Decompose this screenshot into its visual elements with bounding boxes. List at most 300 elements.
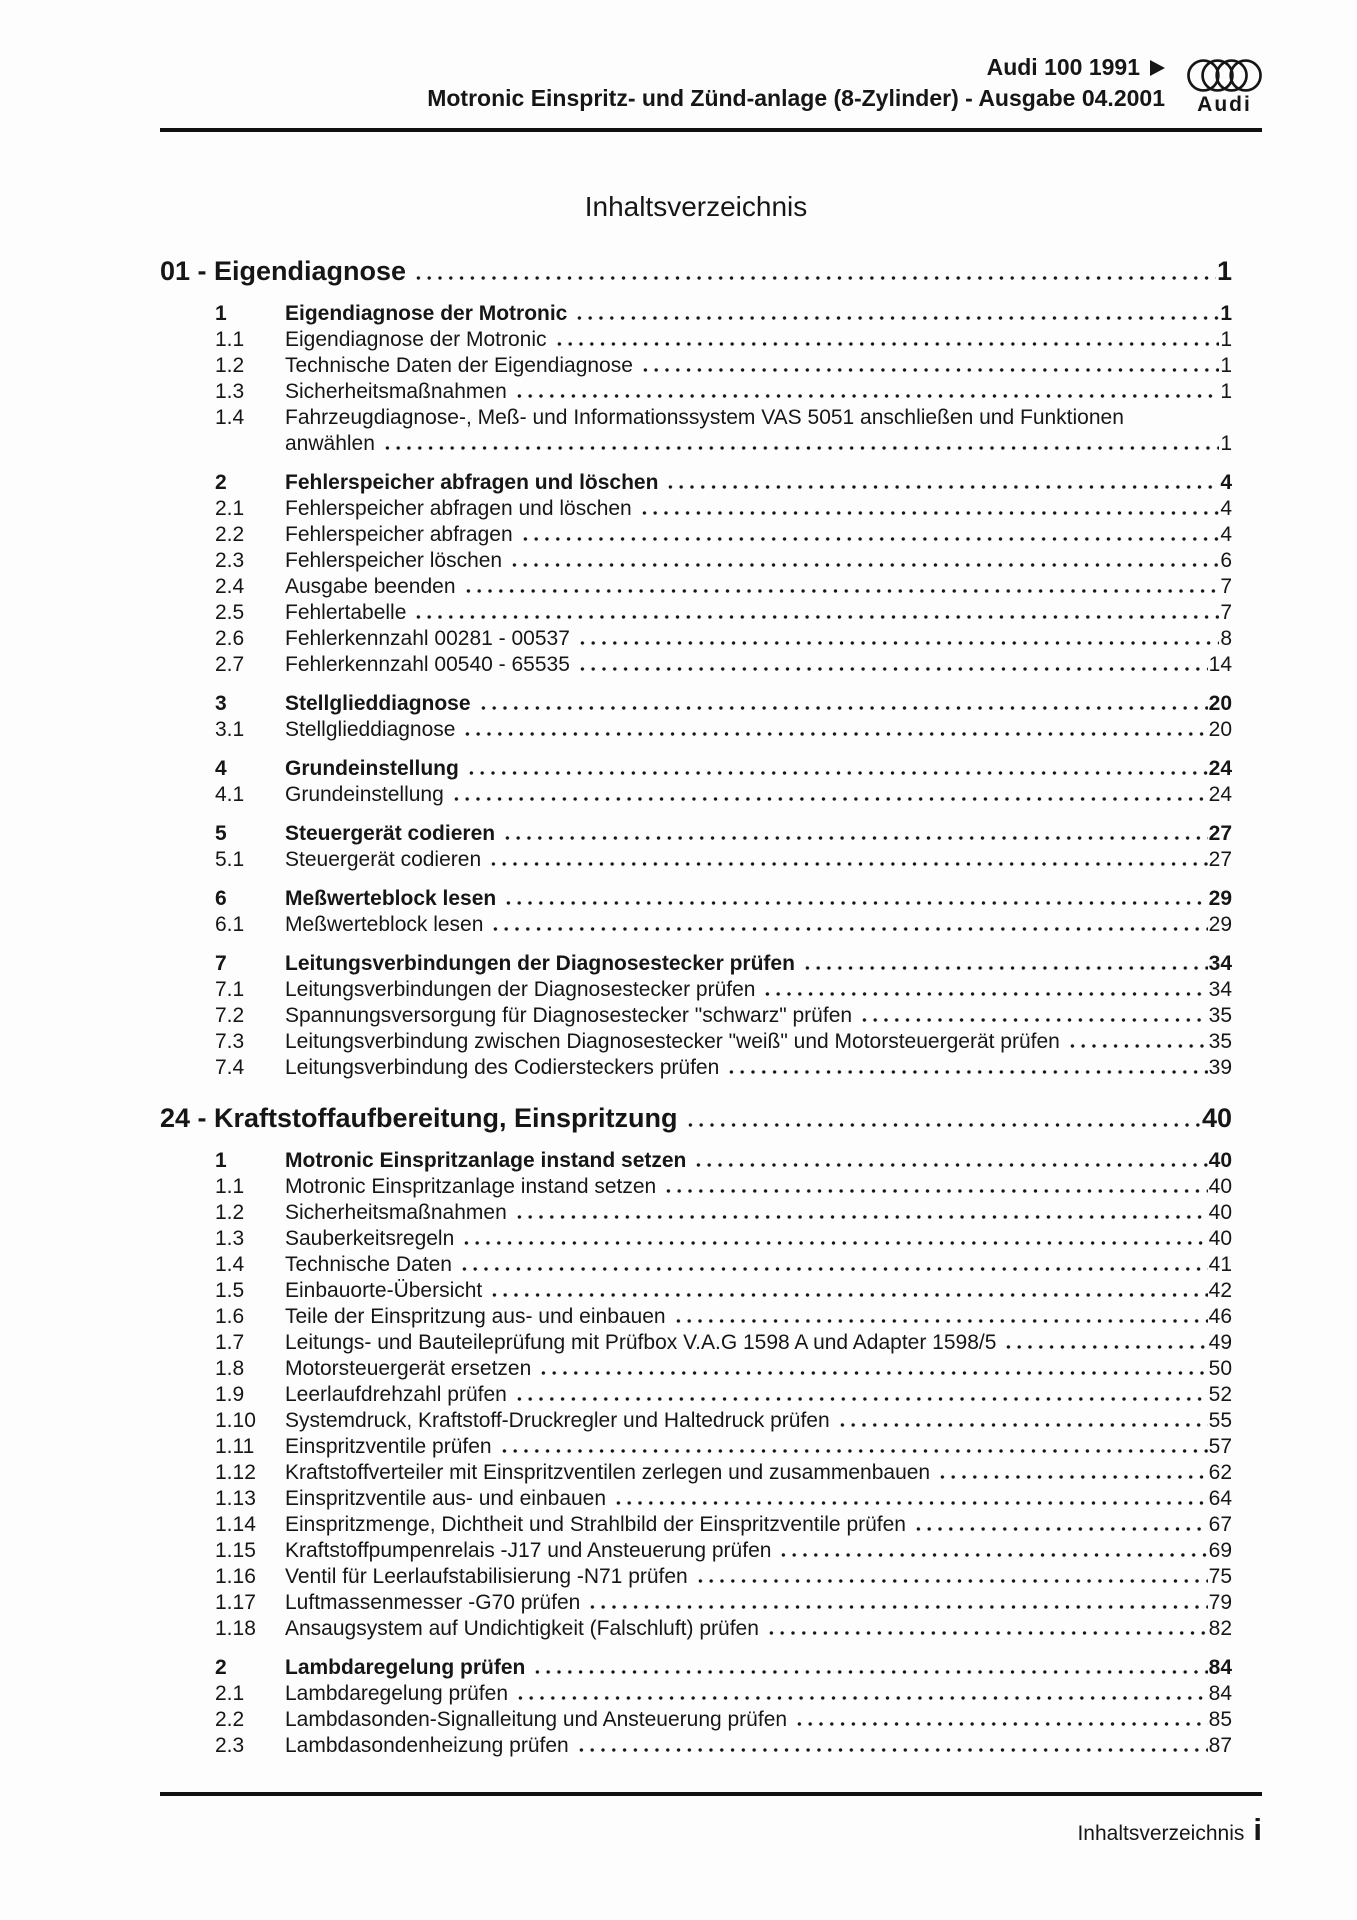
toc-page-number: 42 — [1208, 1279, 1232, 1302]
footer-text — [1077, 1812, 1262, 1848]
toc-entry-body — [285, 782, 1232, 808]
toc-entry-body — [285, 977, 1232, 1003]
toc-entry-row — [160, 327, 1232, 353]
toc-page-number: 67 — [1208, 1513, 1232, 1536]
toc-page-number: 20 — [1208, 692, 1232, 715]
toc-chapter-row — [160, 254, 1232, 288]
dot-leader — [762, 992, 1207, 996]
toc-entry-number: 3.1 — [215, 718, 245, 741]
toc-page-number: 1 — [1220, 380, 1232, 403]
toc-page-number: 82 — [1208, 1617, 1232, 1640]
toc-entry-number: 2.5 — [215, 601, 245, 624]
toc-chapter-row — [160, 1101, 1232, 1135]
toc-entry-number: 1.7 — [215, 1331, 245, 1354]
toc-entry-title: Grundeinstellung — [285, 757, 459, 780]
toc-page-number: 62 — [1208, 1461, 1232, 1484]
dot-leader — [577, 641, 1219, 645]
toc-entry-number: 1.11 — [215, 1435, 255, 1458]
toc-entry-row — [160, 1707, 1232, 1733]
toc-entry-title: Einbauorte-Übersicht — [285, 1279, 483, 1302]
dot-leader — [574, 316, 1219, 320]
toc-entry-title: Systemdruck, Kraftstoff-Druckregler und Haltedruck prüfen — [285, 1409, 830, 1432]
toc-page-number: 79 — [1208, 1591, 1232, 1614]
dot-leader — [478, 706, 1208, 710]
toc-entry-row — [160, 574, 1232, 600]
toc-entry-number: 1.17 — [215, 1591, 256, 1614]
dot-leader — [413, 276, 1216, 280]
dot-leader — [509, 563, 1219, 567]
arrow-right-icon — [1150, 60, 1165, 76]
toc-entry-body — [285, 301, 1232, 327]
toc-entry-body — [285, 1408, 1232, 1434]
toc-entry-number: 2.1 — [215, 497, 245, 520]
toc-entry-body — [285, 1304, 1232, 1330]
toc-entry-row — [160, 1278, 1232, 1304]
toc-entry-title: Kraftstoffpumpenrelais -J17 und Ansteuerung prüfen — [285, 1539, 772, 1562]
dot-leader — [913, 1527, 1208, 1531]
toc-entry-row — [160, 652, 1232, 678]
toc-entry-title: Eigendiagnose der Motronic — [285, 302, 568, 325]
dot-leader — [520, 537, 1220, 541]
toc-entry-row — [160, 1382, 1232, 1408]
toc-page-number: 35 — [1208, 1030, 1232, 1053]
toc-entry-number: 1.4 — [215, 406, 245, 429]
toc-entry-number: 1.6 — [215, 1305, 245, 1328]
toc-entry-row — [160, 782, 1232, 808]
toc-entry-body — [285, 1681, 1232, 1707]
toc-entry-title: anwählen — [285, 432, 375, 455]
toc-entry-number: 1.15 — [215, 1539, 256, 1562]
toc-entry-row — [160, 1486, 1232, 1512]
dot-leader — [802, 966, 1208, 970]
dot-leader — [937, 1475, 1208, 1479]
header-model: Audi 100 1991 — [986, 54, 1140, 80]
toc-page-number: 75 — [1208, 1565, 1232, 1588]
toc-entry-body — [285, 847, 1232, 873]
footer-page-number: i — [1253, 1812, 1262, 1847]
toc-page-number: 46 — [1208, 1305, 1232, 1328]
toc-entry-body — [285, 1029, 1232, 1055]
toc-entry-row — [160, 1029, 1232, 1055]
toc-entry-body — [285, 1148, 1232, 1174]
toc-page-number: 39 — [1208, 1056, 1232, 1079]
toc-entry-body — [285, 691, 1232, 717]
toc-entry-number: 7.3 — [215, 1030, 245, 1053]
toc-entry-number: 1.2 — [215, 354, 245, 377]
dot-leader — [587, 1605, 1207, 1609]
toc-page-number: 64 — [1208, 1487, 1232, 1510]
dot-leader — [514, 1397, 1208, 1401]
toc-entry-title: Luftmassenmesser -G70 prüfen — [285, 1591, 581, 1614]
toc-entry-body — [285, 1434, 1232, 1460]
toc-entry-row — [160, 496, 1232, 522]
toc-entry-title: Motronic Einspritzanlage instand setzen — [285, 1175, 657, 1198]
toc-entry-number: 1.14 — [215, 1513, 256, 1536]
toc-page-number: 40 — [1208, 1227, 1232, 1250]
audi-wordmark: Audi — [1197, 93, 1252, 116]
dot-leader — [514, 1215, 1208, 1219]
toc-entry-body — [285, 600, 1232, 626]
toc-entry-number: 2 — [215, 471, 227, 494]
dot-leader — [576, 1748, 1208, 1752]
toc-entry-title: Eigendiagnose der Motronic — [285, 328, 547, 351]
dot-leader — [499, 1449, 1208, 1453]
toc-entry-title: Fehlerspeicher abfragen und löschen — [285, 497, 632, 520]
toc-entry-body — [285, 470, 1232, 496]
dot-leader — [726, 1070, 1207, 1074]
dot-leader — [794, 1722, 1208, 1726]
toc-page-number: 40 — [1208, 1175, 1232, 1198]
toc-entry-title: Spannungsversorgung für Diagnosestecker "schwarz" prüfen — [285, 1004, 853, 1027]
toc-entry-number: 5.1 — [215, 848, 245, 871]
dot-leader — [382, 446, 1219, 450]
toc-entry-title: Fehlerkennzahl 00281 - 00537 — [285, 627, 570, 650]
toc-entry-body — [285, 1486, 1232, 1512]
toc-entry-number: 1.13 — [215, 1487, 256, 1510]
toc-entry-row — [160, 405, 1232, 431]
toc-entry-row — [160, 626, 1232, 652]
toc-entry-row — [160, 912, 1232, 938]
toc-chapter — [160, 254, 1232, 1081]
toc-entry-number: 1.10 — [215, 1409, 256, 1432]
toc-entry-number: 1 — [215, 302, 227, 325]
toc-page-number: 4 — [1220, 497, 1232, 520]
toc-entry-row — [160, 691, 1232, 717]
toc-entry-body — [285, 1707, 1232, 1733]
toc-entry-row — [160, 821, 1232, 847]
toc-entry-title: Ansaugsystem auf Undichtigkeit (Falschluft) prüfen — [285, 1617, 759, 1640]
toc-entry-number: 6.1 — [215, 913, 245, 936]
dot-leader — [685, 1123, 1201, 1127]
toc-page-number: 29 — [1208, 913, 1232, 936]
toc-entry-title: Fahrzeugdiagnose-, Meß- und Informationssystem VAS 5051 anschließen und Funktionen — [285, 406, 1124, 429]
toc-entry-number: 7.4 — [215, 1056, 245, 1079]
dot-leader — [665, 485, 1219, 489]
toc-entry-title: Motronic Einspritzanlage instand setzen — [285, 1149, 687, 1172]
toc-entry-title: Leitungsverbindungen der Diagnosestecker prüfen — [285, 952, 795, 975]
toc-page-number: 84 — [1208, 1656, 1232, 1679]
toc-entry-body — [285, 1055, 1232, 1081]
toc-entry-body — [285, 1174, 1232, 1200]
toc-entry-body — [285, 626, 1232, 652]
toc-entry-number: 1.4 — [215, 1253, 245, 1276]
toc-page-number: 1 — [1216, 256, 1232, 286]
toc-page-number: 24 — [1208, 783, 1232, 806]
toc-entry-row — [160, 379, 1232, 405]
toc-entry-body — [285, 431, 1232, 457]
toc-entry-row — [160, 1148, 1232, 1174]
audi-rings-icon — [1186, 58, 1263, 93]
toc-entry-row — [160, 522, 1232, 548]
toc-entry-row — [160, 600, 1232, 626]
dot-leader — [673, 1319, 1208, 1323]
toc-entry-title: Lambdaregelung prüfen — [285, 1656, 526, 1679]
toc-chapter-title: 24 - Kraftstoffaufbereitung, Einspritzung — [160, 1103, 678, 1133]
toc-entry-row — [160, 1330, 1232, 1356]
toc-entry-row — [160, 1434, 1232, 1460]
toc-entry-row — [160, 1003, 1232, 1029]
toc-entry-row — [160, 756, 1232, 782]
toc-entry-title: Lambdasondenheizung prüfen — [285, 1734, 569, 1757]
toc-entry-title: Leitungsverbindungen der Diagnosestecker prüfen — [285, 978, 756, 1001]
toc-entry-row — [160, 1252, 1232, 1278]
toc-page-number: 40 — [1208, 1149, 1232, 1172]
toc-page-number: 41 — [1208, 1253, 1232, 1276]
toc-entry-row — [160, 717, 1232, 743]
dot-leader — [778, 1553, 1207, 1557]
toc-entry-title: Teile der Einspritzung aus- und einbauen — [285, 1305, 666, 1328]
toc-entry-number: 1.8 — [215, 1357, 245, 1380]
toc-page-number: 35 — [1208, 1004, 1232, 1027]
toc-entry-row — [160, 1304, 1232, 1330]
toc-entry-title: Ausgabe beenden — [285, 575, 456, 598]
toc-page-number: 7 — [1220, 601, 1232, 624]
dot-leader — [640, 368, 1219, 372]
header-text — [427, 52, 1165, 114]
toc-page-number: 40 — [1208, 1201, 1232, 1224]
toc-entry-number: 1.9 — [215, 1383, 245, 1406]
toc-entry-number: 2.4 — [215, 575, 245, 598]
toc-entry-body — [285, 1003, 1232, 1029]
footer-label: Inhaltsverzeichnis — [1077, 1822, 1245, 1845]
dot-leader — [639, 511, 1220, 515]
toc-entry-body — [285, 1616, 1232, 1642]
toc-entry-title: Lambdasonden-Signalleitung und Ansteuerung prüfen — [285, 1708, 788, 1731]
toc-entry-body — [285, 379, 1232, 405]
toc-entry-title: Leitungs- und Bauteileprüfung mit Prüfbox V.A.G 1598 A und Adapter 1598/5 — [285, 1331, 997, 1354]
toc-entry-body — [285, 1564, 1232, 1590]
dot-leader — [577, 667, 1208, 671]
toc-page-number: 24 — [1208, 757, 1232, 780]
toc-entry-number: 1.12 — [215, 1461, 256, 1484]
dot-leader — [503, 901, 1207, 905]
toc-page-number: 50 — [1208, 1357, 1232, 1380]
dot-leader — [1003, 1345, 1207, 1349]
toc-entry-title: Einspritzventile aus- und einbauen — [285, 1487, 607, 1510]
toc-entry-body — [285, 574, 1232, 600]
toc-page-number: 1 — [1220, 328, 1232, 351]
toc-entry-title: Fehlerkennzahl 00540 - 65535 — [285, 653, 570, 676]
toc-entry-body — [285, 496, 1232, 522]
dot-leader — [466, 771, 1208, 775]
toc-entry-row — [160, 301, 1232, 327]
toc-entry-body — [285, 353, 1232, 379]
toc-entry-number: 2.3 — [215, 549, 245, 572]
toc-page-number: 34 — [1208, 978, 1232, 1001]
toc-entry-title: Steuergerät codieren — [285, 822, 496, 845]
table-of-contents — [160, 254, 1232, 1759]
toc-entry-body — [285, 717, 1232, 743]
toc-entry-title: Lambdaregelung prüfen — [285, 1682, 509, 1705]
toc-entry-number: 1.3 — [215, 380, 245, 403]
toc-entry-row — [160, 1512, 1232, 1538]
toc-entry-title: Meßwerteblock lesen — [285, 913, 484, 936]
toc-entry-body — [285, 1460, 1232, 1486]
toc-entry-body — [285, 821, 1232, 847]
toc-entry-body — [285, 1538, 1232, 1564]
toc-page-number: 27 — [1208, 822, 1232, 845]
toc-entry-number: 4 — [215, 757, 227, 780]
toc-entry-title: Einspritzmenge, Dichtheit und Strahlbild der Einspritzventile prüfen — [285, 1513, 906, 1536]
toc-entry-row — [160, 1655, 1232, 1681]
toc-entry-title: Technische Daten der Eigendiagnose — [285, 354, 633, 377]
toc-entry-row — [160, 1200, 1232, 1226]
toc-entry-row — [160, 1564, 1232, 1590]
toc-entry-title: Steuergerät codieren — [285, 848, 482, 871]
toc-entry-title: Leitungsverbindung des Codiersteckers prüfen — [285, 1056, 720, 1079]
toc-entry-row — [160, 1590, 1232, 1616]
toc-page-number: 69 — [1208, 1539, 1232, 1562]
toc-entry-body — [285, 1512, 1232, 1538]
dot-leader — [766, 1631, 1208, 1635]
dot-leader — [451, 797, 1208, 801]
toc-entry-body — [285, 1252, 1232, 1278]
toc-entry-title: Fehlerspeicher abfragen und löschen — [285, 471, 659, 494]
toc-page-number: 29 — [1208, 887, 1232, 910]
toc-entry-row — [160, 1055, 1232, 1081]
dot-leader — [490, 927, 1207, 931]
toc-page-number: 40 — [1201, 1103, 1232, 1133]
toc-entry-continuation-row — [160, 431, 1232, 457]
toc-page-number: 20 — [1208, 718, 1232, 741]
toc-entry-body — [285, 327, 1232, 353]
toc-entry-row — [160, 847, 1232, 873]
toc-entry-title: Stellglieddiagnose — [285, 692, 471, 715]
dot-leader — [1067, 1044, 1208, 1048]
toc-entry-body — [285, 1590, 1232, 1616]
toc-entry-title: Sicherheitsmaßnahmen — [285, 380, 507, 403]
toc-entry-row — [160, 1408, 1232, 1434]
toc-entry-row — [160, 1681, 1232, 1707]
toc-content — [160, 190, 1232, 1759]
dot-leader — [859, 1018, 1208, 1022]
toc-entry-number: 7.2 — [215, 1004, 245, 1027]
toc-entry-title: Fehlerspeicher abfragen — [285, 523, 513, 546]
toc-entry-title: Einspritzventile prüfen — [285, 1435, 492, 1458]
toc-page-number: 8 — [1220, 627, 1232, 650]
toc-page-number: 4 — [1220, 523, 1232, 546]
toc-entry-row — [160, 1538, 1232, 1564]
toc-entry-title: Technische Daten — [285, 1253, 452, 1276]
toc-page-number: 6 — [1220, 549, 1232, 572]
toc-entry-number: 3 — [215, 692, 227, 715]
toc-entry-row — [160, 1460, 1232, 1486]
toc-entry-row — [160, 470, 1232, 496]
toc-entry-body — [285, 912, 1232, 938]
toc-entry-number: 2.3 — [215, 1734, 245, 1757]
toc-entry-row — [160, 1174, 1232, 1200]
dot-leader — [514, 394, 1220, 398]
toc-entry-row — [160, 977, 1232, 1003]
toc-entry-body — [285, 951, 1232, 977]
toc-chapter — [160, 1101, 1232, 1759]
toc-entry-number: 7 — [215, 952, 227, 975]
toc-entry-number: 1 — [215, 1149, 227, 1172]
toc-entry-row — [160, 886, 1232, 912]
toc-entry-body — [285, 652, 1232, 678]
toc-entry-body — [285, 1278, 1232, 1304]
toc-entry-body — [285, 1733, 1232, 1759]
toc-entry-title: Fehlerspeicher löschen — [285, 549, 503, 572]
header-rule — [160, 128, 1262, 132]
dot-leader — [532, 1670, 1207, 1674]
toc-page-number: 55 — [1208, 1409, 1232, 1432]
toc-page-number: 49 — [1208, 1331, 1232, 1354]
toc-page-number: 1 — [1220, 432, 1232, 455]
toc-entry-number: 2.2 — [215, 1708, 245, 1731]
toc-entry-row — [160, 1356, 1232, 1382]
toc-entry-row — [160, 1616, 1232, 1642]
toc-entry-number: 2.1 — [215, 1682, 245, 1705]
toc-entry-number: 1.3 — [215, 1227, 245, 1250]
toc-entry-number: 1.1 — [215, 1175, 245, 1198]
header-subtitle: Motronic Einspritz- und Zünd-anlage (8-Zylinder) - Ausgabe 04.2001 — [427, 85, 1165, 111]
dot-leader — [461, 1241, 1207, 1245]
dot-leader — [502, 836, 1208, 840]
toc-page-number: 85 — [1208, 1708, 1232, 1731]
dot-leader — [693, 1163, 1207, 1167]
toc-entry-title: Kraftstoffverteiler mit Einspritzventilen zerlegen und zusammenbauen — [285, 1461, 931, 1484]
header-model-line — [427, 52, 1165, 83]
toc-entry-number: 2 — [215, 1656, 227, 1679]
dot-leader — [663, 1189, 1207, 1193]
toc-entry-row — [160, 951, 1232, 977]
dot-leader — [538, 1371, 1207, 1375]
toc-entry-number: 4.1 — [215, 783, 245, 806]
toc-entry-title: Meßwerteblock lesen — [285, 887, 497, 910]
toc-entry-number: 1.2 — [215, 1201, 245, 1224]
toc-page-number: 7 — [1220, 575, 1232, 598]
toc-page-number: 1 — [1220, 302, 1232, 325]
dot-leader — [695, 1579, 1208, 1583]
toc-entry-row — [160, 548, 1232, 574]
toc-entry-body — [285, 522, 1232, 548]
toc-entry-body — [285, 1356, 1232, 1382]
toc-entry-title: Leitungsverbindung zwischen Diagnosestecker "weiß" und Motorsteuergerät prüfen — [285, 1030, 1060, 1053]
toc-entry-row — [160, 1733, 1232, 1759]
toc-chapter-title: 01 - Eigendiagnose — [160, 256, 407, 286]
toc-page-number: 34 — [1208, 952, 1232, 975]
toc-entry-body — [285, 886, 1232, 912]
toc-entry-body — [285, 756, 1232, 782]
footer-rule — [160, 1792, 1262, 1796]
toc-entry-number: 2.2 — [215, 523, 245, 546]
toc-entry-number: 2.7 — [215, 653, 245, 676]
toc-entry-body — [285, 1655, 1232, 1681]
toc-entry-title: Stellglieddiagnose — [285, 718, 456, 741]
toc-entry-number: 2.6 — [215, 627, 245, 650]
toc-entry-body — [285, 405, 1232, 431]
toc-entry-body — [285, 548, 1232, 574]
dot-leader — [459, 1267, 1208, 1271]
toc-entry-number: 1.18 — [215, 1617, 256, 1640]
toc-entry-body — [285, 1226, 1232, 1252]
dot-leader — [837, 1423, 1208, 1427]
dot-leader — [489, 1293, 1207, 1297]
page-title: Inhaltsverzeichnis — [584, 191, 808, 222]
toc-entry-body — [285, 1200, 1232, 1226]
dot-leader — [515, 1696, 1208, 1700]
toc-page-number: 57 — [1208, 1435, 1232, 1458]
dot-leader — [554, 342, 1220, 346]
toc-page-number: 84 — [1208, 1682, 1232, 1705]
toc-page-number: 87 — [1208, 1734, 1232, 1757]
toc-page-number: 27 — [1208, 848, 1232, 871]
dot-leader — [413, 615, 1219, 619]
dot-leader — [488, 862, 1208, 866]
toc-page-number: 4 — [1220, 471, 1232, 494]
toc-entry-title: Grundeinstellung — [285, 783, 444, 806]
